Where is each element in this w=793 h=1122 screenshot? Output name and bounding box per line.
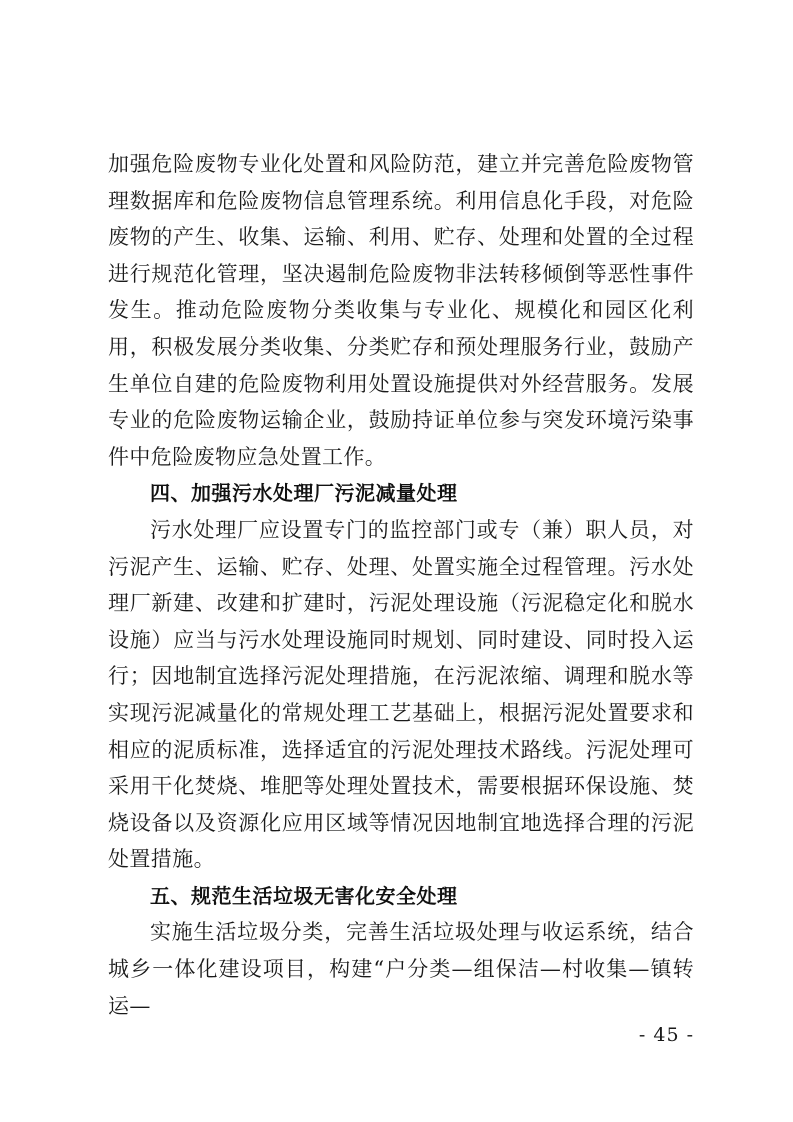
page-number: - 45 - (638, 1024, 694, 1046)
section-heading-domestic-waste: 五、规范生活垃圾无害化安全处理 (150, 883, 458, 908)
document-page (108, 146, 694, 1024)
paragraph-sludge: 污水处理厂应设置专门的监控部门或专（兼）职人员，对污泥产生、运输、贮存、处理、处置实施全过程管理。污水处理厂新建、改建和扩建时，污泥处理设施（污泥稳定化和脱水设施）应当与污水处理设施同时规划、同时建设、同时投入运行；因地制宜选择污泥处理措施，在污泥浓缩、调理和脱水等实现污泥减量化的常规处理工艺基础上，根据污泥处置要求和相应的泥质标准，选择适宜的污泥处理技术路线。污泥处理可采用干化焚烧、堆肥等处理处置技术，需要根据环保设施、焚烧设备以及资源化应用区域等情况因地制宜地选择合理的污泥处置措施。 (108, 517, 694, 872)
paragraph-domestic-waste: 实施生活垃圾分类，完善生活垃圾处理与收运系统，结合城乡一体化建设项目，构建“户分类—组保洁—村收集—镇转运— (108, 920, 694, 1018)
section-heading-sludge: 四、加强污水处理厂污泥减量处理 (150, 481, 458, 506)
paragraph-hazardous-waste: 加强危险废物专业化处置和风险防范，建立并完善危险废物管理数据库和危险废物信息管理系统。利用信息化手段，对危险废物的产生、收集、运输、利用、贮存、处理和处置的全过程进行规范化管理，坚决遏制危险废物非法转移倾倒等恶性事件发生。推动危险废物分类收集与专业化、规模化和园区化利用，积极发展分类收集、分类贮存和预处理服务行业，鼓励产生单位自建的危险废物利用处置设施提供对外经营服务。发展专业的危险废物运输企业，鼓励持证单位参与突发环境污染事件中危险废物应急处置工作。 (108, 152, 694, 469)
